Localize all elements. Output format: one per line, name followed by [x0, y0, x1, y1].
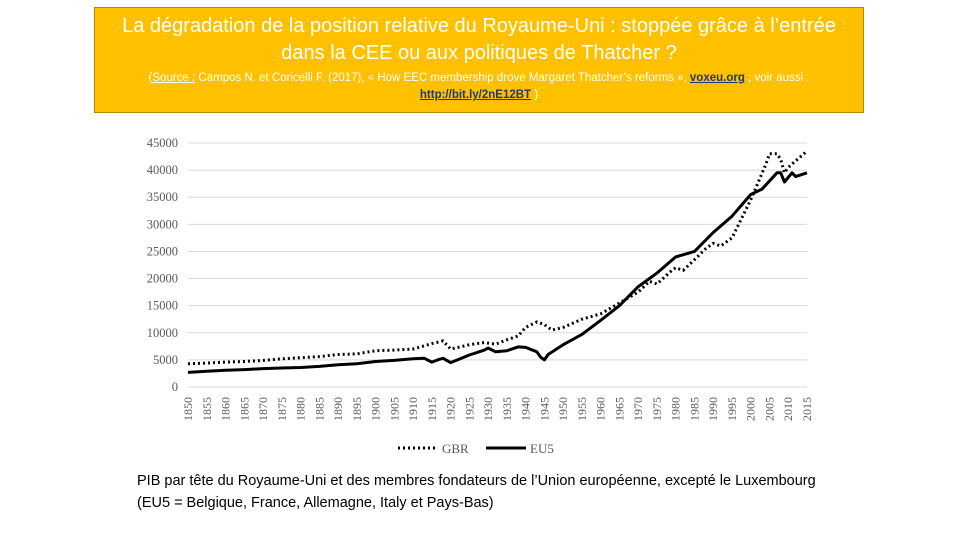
y-tick-label: 25000	[146, 244, 178, 259]
x-tick-label: 1875	[274, 397, 289, 421]
x-tick-label: 1885	[312, 397, 327, 421]
gdp-line-chart	[130, 130, 820, 465]
x-tick-label: 1965	[612, 397, 627, 421]
y-tick-label: 30000	[146, 217, 178, 232]
legend-label-gbr: GBR	[442, 441, 469, 456]
x-tick-label: 1910	[406, 397, 421, 421]
chart-caption: PIB par tête du Royaume-Uni et des membres fondateurs de l’Union européenne, excepté le Luxembourg (EU5 = Belgique, France, Allemagne, Italy et Pays-Bas)	[137, 473, 816, 511]
x-tick-label: 1855	[199, 397, 214, 421]
x-tick-label: 1940	[518, 397, 533, 421]
y-tick-label: 0	[171, 380, 178, 394]
source-mid: ; voir aussi :	[744, 72, 810, 84]
x-tick-label: 1930	[481, 397, 496, 421]
y-tick-label: 35000	[146, 190, 178, 205]
x-tick-label: 2005	[762, 397, 777, 421]
x-tick-label: 1990	[706, 397, 721, 421]
bitly-link[interactable]: http://bit.ly/2nE12BT	[419, 89, 532, 101]
x-tick-label: 1865	[237, 397, 252, 421]
source-close: )	[531, 89, 539, 101]
x-tick-label: 2000	[743, 397, 758, 421]
source-open: (	[148, 72, 153, 84]
series-line-gbr	[188, 151, 807, 364]
x-tick-label: 1925	[462, 397, 477, 421]
x-tick-label: 2010	[781, 397, 796, 421]
source-citation	[95, 70, 863, 104]
y-tick-label: 20000	[146, 271, 178, 286]
x-tick-label: 1980	[668, 397, 683, 421]
source-label: Source :	[152, 72, 196, 84]
x-tick-label: 1860	[218, 397, 233, 421]
x-tick-label: 1870	[256, 397, 271, 421]
x-tick-label: 1935	[499, 397, 514, 421]
legend-label-eu5: EU5	[530, 441, 554, 456]
title-banner	[94, 7, 864, 113]
y-tick-label: 40000	[146, 163, 178, 178]
x-tick-label: 1895	[349, 397, 364, 421]
x-tick-label: 1850	[181, 397, 195, 421]
x-tick-label: 1900	[368, 397, 383, 421]
x-tick-label: 1905	[387, 397, 402, 421]
x-tick-label: 2015	[800, 397, 814, 421]
x-tick-label: 1985	[687, 397, 702, 421]
x-tick-label: 1955	[574, 397, 589, 421]
x-tick-label: 1970	[631, 397, 646, 421]
x-tick-label: 1915	[424, 397, 439, 421]
page-title: La dégradation de la position relative du Royaume-Uni : stoppée grâce à l’entrée dans la CEE ou aux politiques de Thatcher ?	[122, 15, 836, 64]
y-tick-label: 10000	[146, 325, 178, 340]
x-tick-label: 1945	[537, 397, 552, 421]
x-tick-label: 1995	[724, 397, 739, 421]
voxeu-link[interactable]: voxeu.org	[689, 72, 745, 84]
x-tick-label: 1890	[331, 397, 346, 421]
x-tick-label: 1960	[593, 397, 608, 421]
x-tick-label: 1880	[293, 397, 308, 421]
x-tick-label: 1950	[556, 397, 571, 421]
x-tick-label: 1920	[443, 397, 458, 421]
y-tick-label: 15000	[146, 298, 178, 313]
x-tick-label: 1975	[649, 397, 664, 421]
source-text: Campos N. et Coricelli F. (2017), « How EEC membership drove Margaret Thatcher’s reforms »,	[195, 72, 690, 84]
y-tick-label: 45000	[146, 136, 178, 150]
y-tick-label: 5000	[153, 352, 178, 367]
